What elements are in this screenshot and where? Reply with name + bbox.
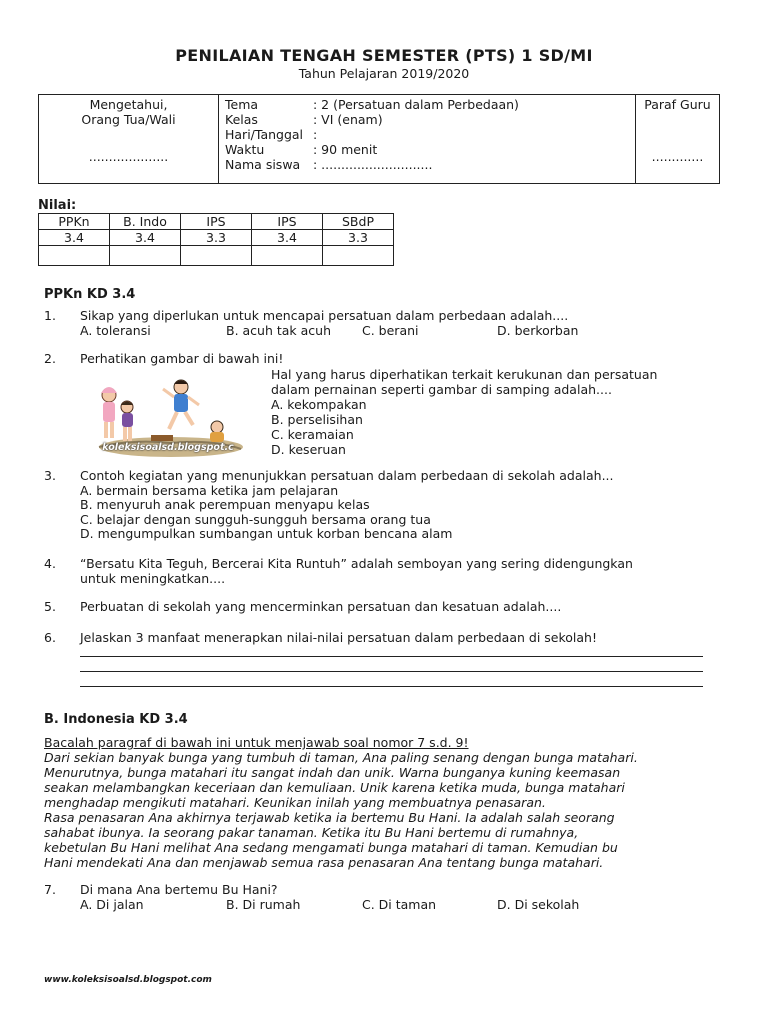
reading-passage	[44, 735, 734, 870]
nilai-header-cell: IPS	[181, 214, 252, 230]
question-number: 7.	[44, 882, 56, 897]
question-number: 3.	[44, 468, 56, 483]
children-playing-illustration	[93, 369, 243, 459]
question-number: 4.	[44, 556, 56, 571]
field-label: Waktu	[225, 142, 265, 157]
option-c[interactable]: C. belajar dengan sungguh-sungguh bersama orang tua	[80, 511, 431, 527]
question-4	[44, 557, 724, 586]
question-6	[44, 631, 724, 646]
field-label: Tema	[225, 97, 259, 112]
option-a[interactable]: A. kekompakan	[271, 397, 367, 412]
question-number: 1.	[44, 308, 56, 323]
nilai-kd-cell: 3.4	[110, 230, 181, 246]
option-a[interactable]: A. bermain bersama ketika jam pelajaran	[80, 482, 339, 498]
nilai-header-cell: B. Indo	[110, 214, 181, 230]
question-text: Perhatikan gambar di bawah ini!	[80, 351, 284, 366]
field-waktu	[225, 142, 635, 157]
teacher-signature-dots: .............	[651, 149, 704, 164]
question-text: Hal yang harus diperhatikan terkait kerukunan dan persatuan	[271, 367, 658, 382]
nilai-kd-cell: 3.3	[323, 230, 394, 246]
nilai-score-cell[interactable]	[39, 246, 110, 266]
option-b[interactable]: B. menyuruh anak perempuan menyapu kelas	[80, 497, 370, 513]
field-value: : VI (enam)	[313, 112, 383, 127]
field-tema	[225, 97, 635, 112]
field-value: : 90 menit	[313, 142, 378, 157]
question-text-continued: untuk meningkatkan....	[80, 570, 226, 586]
passage-line: menghadap mengikuti matahari. Keunikan inilah yang membuatnya penasaran.	[44, 795, 546, 810]
field-label: Nama siswa	[225, 157, 301, 172]
nilai-header-cell: PPKn	[39, 214, 110, 230]
answer-line[interactable]	[80, 671, 703, 672]
parent-label-2: Orang Tua/Wali	[81, 112, 176, 127]
answer-line[interactable]	[80, 686, 703, 687]
parent-signature-column	[39, 95, 219, 183]
option-d[interactable]: D. keseruan	[271, 442, 346, 457]
question-1	[44, 309, 724, 338]
field-label: Kelas	[225, 112, 258, 127]
option-c[interactable]: C. keramaian	[271, 427, 354, 442]
option-d[interactable]: D. mengumpulkan sumbangan untuk korban bencana alam	[80, 526, 453, 542]
passage-line: Rasa penasaran Ana akhirnya terjawab ketika ia bertemu Bu Hani. Ia adalah salah seorang	[44, 810, 615, 825]
answer-options	[80, 324, 724, 339]
identity-fields	[219, 95, 636, 183]
nilai-score-cell[interactable]	[323, 246, 394, 266]
question-5	[44, 600, 724, 615]
option-b[interactable]: B. Di rumah	[226, 896, 301, 912]
field-value: : ............................	[313, 157, 433, 172]
option-a[interactable]: A. Di jalan	[80, 896, 144, 912]
question-text: Sikap yang diperlukan untuk mencapai persatuan dalam perbedaan adalah....	[80, 308, 569, 323]
answer-options	[80, 898, 724, 913]
question-3	[44, 469, 724, 542]
question-text: Jelaskan 3 manfaat menerapkan nilai-nilai persatuan dalam perbedaan di sekolah!	[80, 630, 597, 645]
watermark: koleksisoalsd.blogspot.c	[102, 442, 234, 453]
passage-line: kebetulan Bu Hani melihat Ana sedang mengamati bunga matahari di taman. Kemudian bu	[44, 840, 618, 855]
answer-line[interactable]	[80, 656, 703, 657]
question-text: “Bersatu Kita Teguh, Bercerai Kita Runtuh” adalah semboyan yang sering didengungkan	[80, 556, 633, 571]
passage-line: Dari sekian banyak bunga yang tumbuh di taman, Ana paling senang dengan bunga matahari.	[44, 750, 638, 765]
option-a[interactable]: A. toleransi	[80, 322, 151, 338]
option-b[interactable]: B. acuh tak acuh	[226, 322, 332, 338]
question-7	[44, 883, 724, 912]
nilai-header-row	[39, 214, 394, 230]
teacher-label: Paraf Guru	[644, 97, 711, 112]
option-d[interactable]: D. Di sekolah	[497, 896, 580, 912]
nilai-header-cell: SBdP	[323, 214, 394, 230]
nilai-kd-cell: 3.3	[181, 230, 252, 246]
field-kelas	[225, 112, 635, 127]
nilai-table	[38, 213, 394, 266]
reading-instruction: Bacalah paragraf di bawah ini untuk menjawab soal nomor 7 s.d. 9!	[44, 735, 469, 750]
option-c[interactable]: C. berani	[362, 322, 419, 338]
academic-year: Tahun Pelajaran 2019/2020	[298, 66, 470, 81]
parent-label-1: Mengetahui,	[89, 97, 168, 112]
question-number: 5.	[44, 599, 56, 614]
passage-line: Menurutnya, bunga matahari itu sangat indah dan unik. Warna bunganya kuning keemasan	[44, 765, 621, 780]
question-number: 6.	[44, 630, 56, 645]
passage-line: sahabat ibunya. Ia seorang pakar tanaman. Ketika itu Bu Hani bertemu di rumahnya,	[44, 825, 579, 840]
nilai-label: Nilai:	[38, 198, 77, 213]
question-2-body	[271, 367, 721, 457]
option-d[interactable]: D. berkorban	[497, 322, 579, 338]
question-2	[44, 352, 724, 367]
option-c[interactable]: C. Di taman	[362, 896, 437, 912]
nilai-kd-cell: 3.4	[252, 230, 323, 246]
nilai-score-cell[interactable]	[110, 246, 181, 266]
passage-line: seakan melambangkan keceriaan dan kemuliaan. Unik karena ketika muda, bunga matahari	[44, 780, 625, 795]
nilai-score-cell[interactable]	[181, 246, 252, 266]
nilai-score-row	[39, 246, 394, 266]
field-nama-siswa	[225, 157, 635, 172]
question-text: Perbuatan di sekolah yang mencerminkan persatuan dan kesatuan adalah....	[80, 599, 562, 614]
page-title: PENILAIAN TENGAH SEMESTER (PTS) 1 SD/MI	[175, 46, 593, 65]
question-number: 2.	[44, 351, 56, 366]
passage-line: Hani mendekati Ana dan menjawab semua rasa penasaran Ana tentang bunga matahari.	[44, 855, 604, 870]
section-heading-ppkn: PPKn KD 3.4	[44, 287, 136, 302]
nilai-kd-row	[39, 230, 394, 246]
question-text: Contoh kegiatan yang menunjukkan persatuan dalam perbedaan di sekolah adalah...	[80, 468, 614, 483]
question-text: dalam pernainan seperti gambar di samping adalah....	[271, 382, 612, 397]
question-text: Di mana Ana bertemu Bu Hani?	[80, 882, 278, 897]
option-b[interactable]: B. perselisihan	[271, 412, 363, 427]
footer-url: www.koleksisoalsd.blogspot.com	[44, 975, 212, 985]
section-heading-bindo: B. Indonesia KD 3.4	[44, 712, 188, 727]
field-value: :	[313, 127, 318, 142]
nilai-score-cell[interactable]	[252, 246, 323, 266]
identity-box	[38, 94, 720, 184]
field-hari-tanggal	[225, 127, 635, 142]
parent-signature-dots: ....................	[88, 149, 169, 164]
nilai-kd-cell: 3.4	[39, 230, 110, 246]
field-value: : 2 (Persatuan dalam Perbedaan)	[313, 97, 519, 112]
teacher-signature-column	[636, 95, 719, 183]
field-label: Hari/Tanggal	[225, 127, 304, 142]
nilai-header-cell: IPS	[252, 214, 323, 230]
